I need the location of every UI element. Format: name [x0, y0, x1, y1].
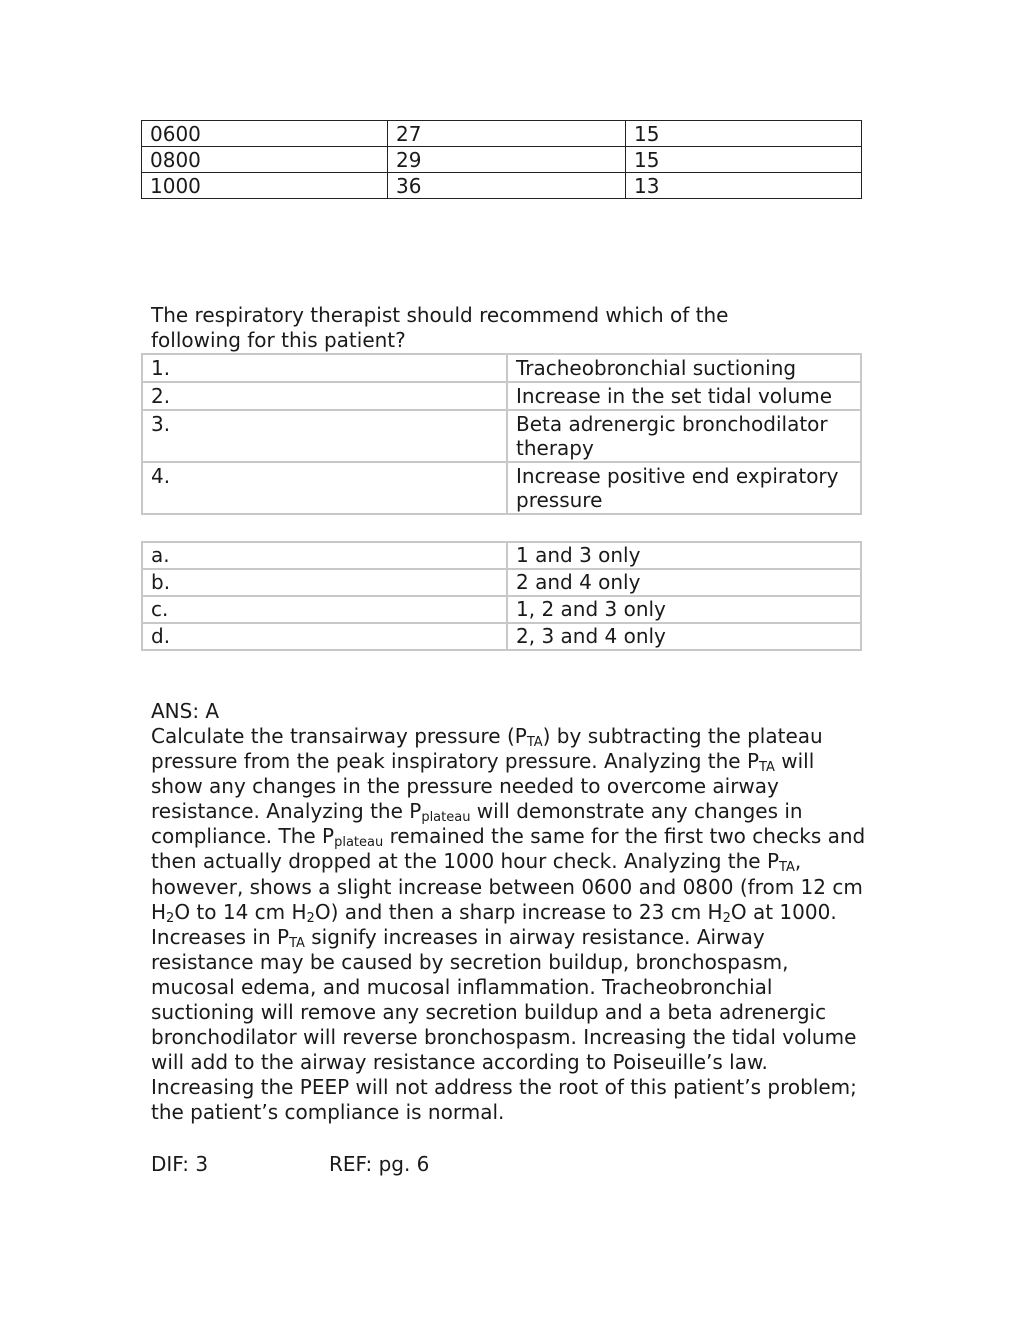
answer-label: ANS: A: [151, 699, 220, 723]
reference-label: REF: pg. 6: [329, 1151, 430, 1176]
rationale-text: remained the same for the first two checks and then actually dropped at the 1000 hour check. Analyzing the P: [151, 824, 866, 874]
subscript: 2: [166, 910, 175, 926]
table-cell: 36: [388, 173, 626, 199]
list-item: [142, 410, 861, 462]
choice-text: 1 and 3 only: [507, 542, 861, 569]
rationale-text: Calculate the transairway pressure (P: [151, 724, 527, 748]
table-cell: 0800: [142, 147, 388, 173]
table-row: [142, 121, 862, 147]
subscript: plateau: [421, 810, 471, 826]
item-text: Beta adrenergic bronchodilator therapy: [507, 410, 861, 462]
question-stem: The respiratory therapist should recommend which of the following for this patient?: [151, 303, 729, 352]
table-cell: 15: [626, 121, 862, 147]
item-number: 3.: [142, 410, 507, 462]
list-item: [142, 596, 861, 623]
table-cell: 0600: [142, 121, 388, 147]
list-item: [142, 569, 861, 596]
footer-meta: [141, 1152, 863, 1177]
table-row: [142, 147, 862, 173]
answer-block: [141, 699, 866, 1126]
item-text: Increase positive end expiratory pressure: [507, 462, 861, 514]
rationale-text: will show any changes in the pressure needed to overcome airway resistance. Analyzing the P: [151, 749, 815, 824]
list-item: [142, 382, 861, 410]
item-table: [141, 353, 862, 515]
rationale-text: will demonstrate any changes in compliance. The P: [151, 799, 803, 849]
rationale-text: signify increases in airway resistance. Airway resistance may be caused by secretion buildup, bronchospasm, mucosal edema, and mucosal inflammation. Tracheobronchial suctioning will remove any secretion buildup and a beta adrenergic bronchodilator will reverse bronchospasm. Increasing the tidal volume will add to the airway resistance according to Poiseuille’s law. Increasing the PEEP will not address the root of this patient’s problem; the patient’s compliance is normal.: [151, 924, 857, 1125]
choice-text: 1, 2 and 3 only: [507, 596, 861, 623]
subscript: plateau: [334, 835, 384, 851]
question-block: [141, 303, 811, 353]
subscript: 2: [306, 910, 315, 926]
readings-table: [141, 120, 862, 199]
answer-rationale: [151, 724, 866, 1126]
difficulty-label: DIF: 3: [151, 1151, 209, 1176]
table-cell: 27: [388, 121, 626, 147]
choice-letter: a.: [142, 542, 507, 569]
table-cell: 29: [388, 147, 626, 173]
choice-text: 2, 3 and 4 only: [507, 623, 861, 650]
list-item: [142, 462, 861, 514]
choice-table: [141, 541, 862, 651]
list-item: [142, 354, 861, 382]
list-item: [142, 623, 861, 650]
rationale-text: , however, shows a slight increase between 0600 and 0800 (from 12 cm H: [151, 849, 863, 924]
choice-letter: c.: [142, 596, 507, 623]
rationale-text: O) and then a sharp increase to 23 cm H: [314, 899, 723, 924]
choice-text: 2 and 4 only: [507, 569, 861, 596]
subscript: TA: [526, 735, 543, 750]
table-cell: 13: [626, 173, 862, 199]
list-item: [142, 542, 861, 569]
subscript: TA: [759, 760, 775, 776]
subscript: TA: [779, 860, 795, 876]
rationale-text: O to 14 cm H: [174, 899, 307, 924]
item-number: 1.: [142, 354, 507, 382]
item-number: 2.: [142, 382, 507, 410]
subscript: TA: [289, 935, 305, 951]
table-cell: 15: [626, 147, 862, 173]
table-row: [142, 173, 862, 199]
subscript: 2: [722, 910, 731, 926]
item-text: Increase in the set tidal volume: [507, 382, 861, 410]
choice-letter: d.: [142, 623, 507, 650]
document-page: [141, 120, 866, 1177]
rationale-text: ) by subtracting the plateau pressure from the peak inspiratory pressure. Analyzing the P: [151, 724, 823, 774]
item-text: Tracheobronchial suctioning: [507, 354, 861, 382]
table-cell: 1000: [142, 173, 388, 199]
choice-letter: b.: [142, 569, 507, 596]
item-number: 4.: [142, 462, 507, 514]
rationale-text: O at 1000. Increases in P: [151, 899, 837, 949]
